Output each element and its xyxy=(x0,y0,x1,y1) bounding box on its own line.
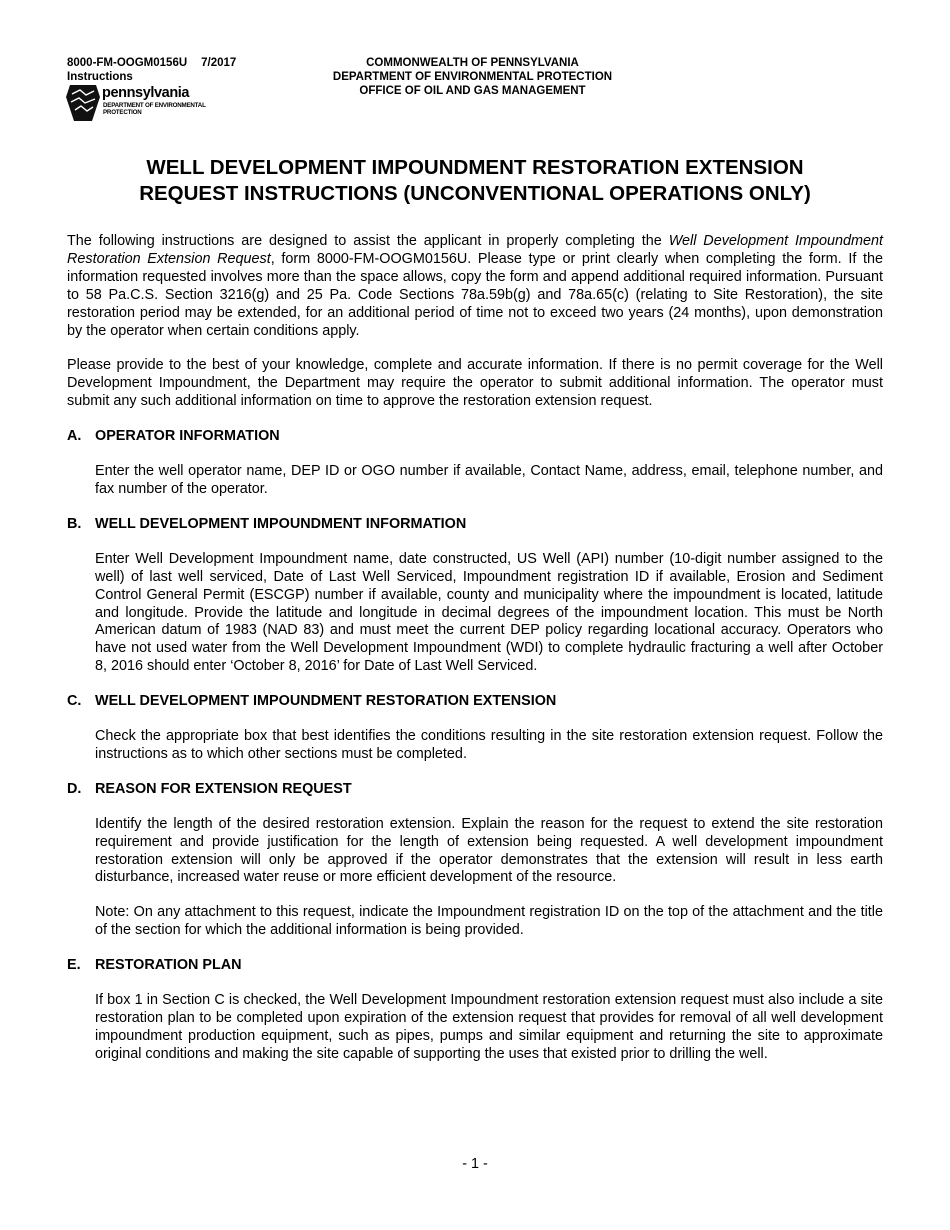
section-heading-a xyxy=(67,428,883,446)
agency-line: OFFICE OF OIL AND GAS MANAGEMENT xyxy=(359,85,586,97)
section-title: REASON FOR EXTENSION REQUEST xyxy=(95,780,352,797)
logo-wordmark: pennsylvania xyxy=(102,85,190,101)
section-letter: A. xyxy=(67,428,82,445)
section-title: OPERATOR INFORMATION xyxy=(95,428,280,445)
page-title xyxy=(60,155,890,207)
intro-paragraph xyxy=(67,233,883,340)
section-letter: C. xyxy=(67,693,82,710)
section-paragraph: Enter Well Development Impoundment name, date constructed, US Well (API) number (10-digit number assigned to the well) of last well serviced, Date of Last Well Serviced, Impoundment registration ID if available, Erosion and Sediment Control General Permit (ESCGP) number if available, county and municipality where the impoundment is located, latitude and longitude. Provide the latitude and longitude in decimal degrees of the impoundment location. This must be North American datum of 1983 (NAD 83) and must meet the current DEP policy regarding locational accuracy. Operators who have not used water from the Well Development Impoundment (WDI) to complete hydraulic fracturing a well after October 8, 2016 should enter ‘October 8, 2016’ for Date of Last Well Serviced. xyxy=(95,550,883,675)
agency-line: COMMONWEALTH OF PENNSYLVANIA xyxy=(366,57,579,69)
form-code: 8000-FM-OOGM0156U xyxy=(67,57,188,69)
title-line: REQUEST INSTRUCTIONS (UNCONVENTIONAL OPERATIONS ONLY) xyxy=(139,182,811,205)
section-heading-c xyxy=(67,693,883,711)
instructions-body xyxy=(67,233,883,1064)
section-paragraph: Check the appropriate box that best identifies the conditions resulting in the site restoration extension request. Follow the instructions as to which other sections must be completed. xyxy=(95,728,883,762)
intro-paragraph: Please provide to the best of your knowledge, complete and accurate information. If there is no permit coverage for the Well Development Impoundment, the Department may require the operator to submit additional information. The operator must submit any such additional information on time to approve the restoration extension request. xyxy=(67,357,883,410)
logo-subtext-line: PROTECTION xyxy=(103,109,142,116)
form-identifier xyxy=(67,56,236,84)
section-paragraph: Identify the length of the desired restoration extension. Explain the reason for the request to extend the site restoration requirement and provide justification for the length of extension being requested. A well development impoundment restoration extension will only be approved if the operator demonstrates that the extension will result in less earth disturbance, increased water reuse or more efficient development of the resource. xyxy=(95,815,883,886)
section-letter: B. xyxy=(67,515,82,532)
section-body-e xyxy=(95,992,883,1064)
section-title: WELL DEVELOPMENT IMPOUNDMENT RESTORATION EXTENSION xyxy=(95,693,557,710)
intro-text: The following instructions are designed to assist the applicant in properly completing the xyxy=(67,233,669,249)
section-heading-d xyxy=(67,781,883,799)
pa-dep-logo xyxy=(66,85,226,121)
logo-subtext-line: DEPARTMENT OF ENVIRONMENTAL xyxy=(103,102,206,109)
page-number: - 1 - xyxy=(462,1156,488,1172)
agency-header xyxy=(300,56,645,98)
section-body-c xyxy=(95,728,883,764)
section-paragraph: If box 1 in Section C is checked, the Well Development Impoundment restoration extension request must also include a site restoration plan to be completed upon expiration of the extension request that provides for removal of all well development impoundment production equipment, such as pipes, pumps and similar equipment and returning the site to approximate original conditions and making the site capable of supporting the uses that existed prior to drilling the well. xyxy=(95,992,883,1062)
section-title: RESTORATION PLAN xyxy=(95,957,242,974)
section-paragraph: Enter the well operator name, DEP ID or OGO number if available, Contact Name, address, email, telephone number, and fax number of the operator. xyxy=(95,463,883,497)
section-title: WELL DEVELOPMENT IMPOUNDMENT INFORMATION xyxy=(95,515,467,532)
section-body-b xyxy=(95,551,883,676)
version-date: 7/2017 xyxy=(201,57,237,69)
doc-type: Instructions xyxy=(67,71,133,83)
form-title-reference: Well Development Impoundment Restoration Extension Request xyxy=(67,233,883,267)
section-letter: E. xyxy=(67,957,81,974)
section-heading-b xyxy=(67,516,883,534)
intro-text: , form 8000-FM-OOGM0156U. Please type or print clearly when completing the form. If the information requested involves more than the space allows, copy the form and append additional required information. Pursuant to 58 Pa.C.S. Section 3216(g) and 25 Pa. Code Sections 78a.59b(g) and 78a.65(c) (relating to Site Restoration), the site restoration period may be extended, for an additional period of time not to exceed two years (24 months), upon demonstration by the operator when certain conditions apply. xyxy=(67,250,883,339)
section-body-d xyxy=(95,816,883,940)
keystone-icon xyxy=(66,85,100,121)
section-letter: D. xyxy=(67,780,82,797)
agency-line: DEPARTMENT OF ENVIRONMENTAL PROTECTION xyxy=(332,71,613,83)
section-note: Note: On any attachment to this request, indicate the Impoundment registration ID on the top of the attachment and the title of the section for which the additional information is being provided. xyxy=(95,904,883,939)
section-heading-e xyxy=(67,957,883,975)
title-line: WELL DEVELOPMENT IMPOUNDMENT RESTORATION EXTENSION xyxy=(146,156,804,179)
section-body-a xyxy=(95,463,883,499)
logo-subtext xyxy=(103,102,206,116)
